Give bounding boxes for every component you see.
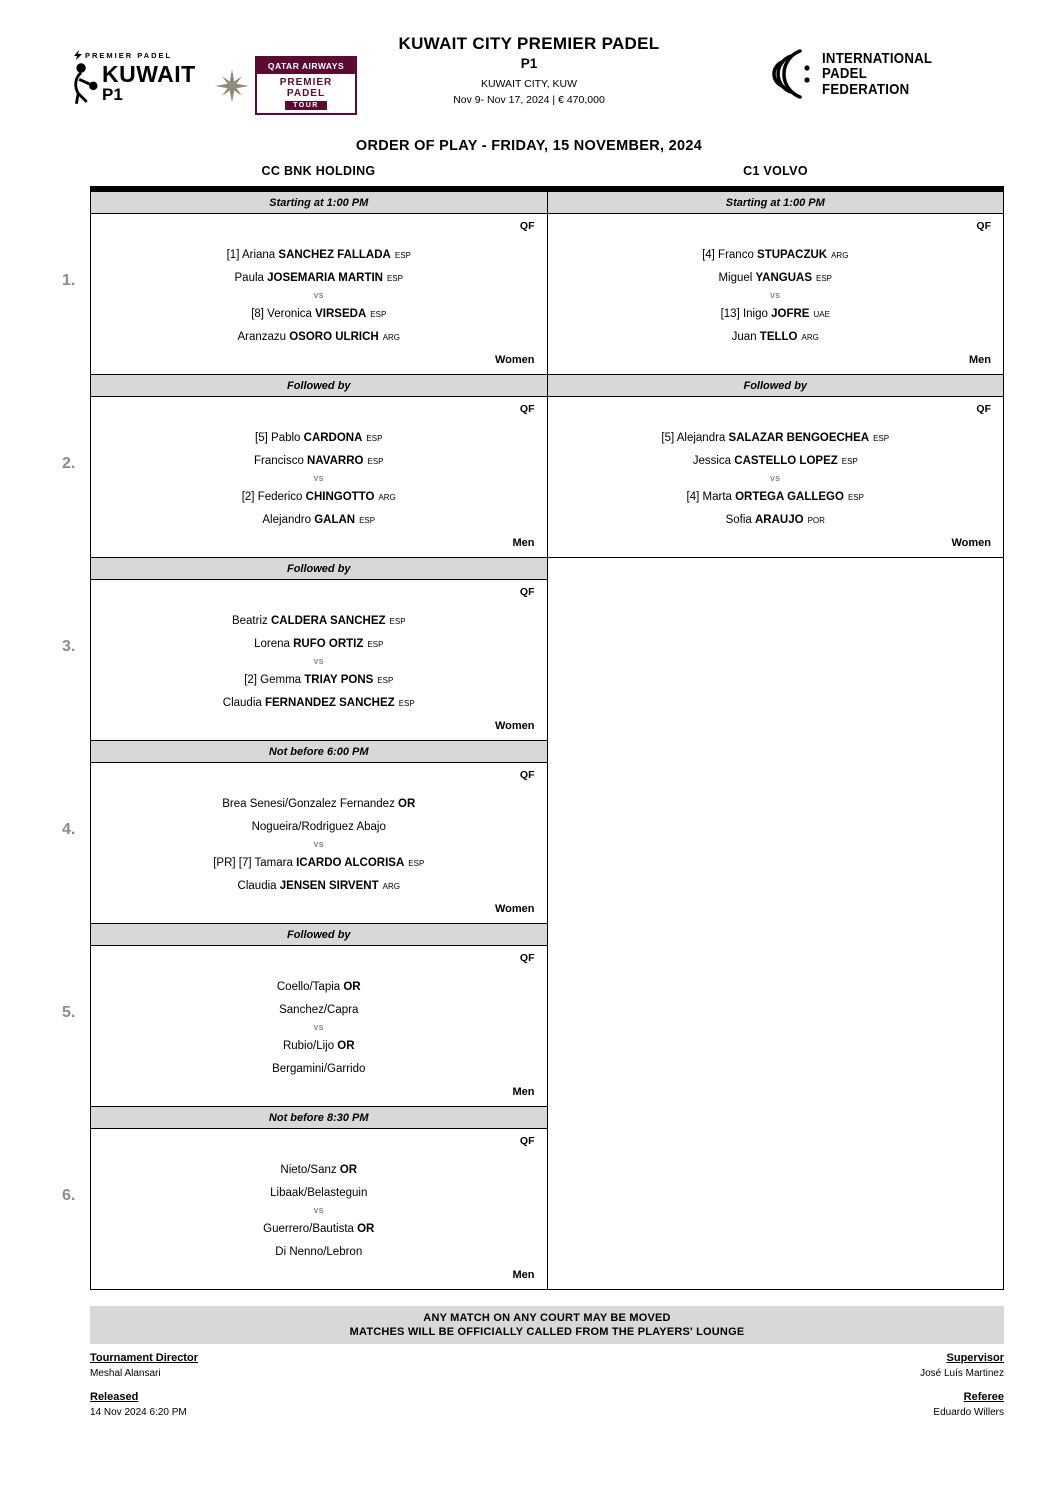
player-country: ARG [382, 333, 401, 342]
player-country: ESP [394, 251, 411, 260]
player-country: ESP [847, 493, 864, 502]
player-seed-first: Jessica [692, 455, 735, 467]
match-lines [91, 244, 547, 349]
match-time-bar [91, 1107, 547, 1128]
match-body [548, 397, 1004, 557]
player-seed-first: Aranzazu [237, 331, 290, 343]
or-label: OR [357, 1223, 375, 1235]
player-country: ESP [370, 310, 387, 319]
match-time-label: Followed by [286, 928, 351, 941]
row-number-1: 1. [62, 272, 76, 289]
team-names: Coello/Tapia [276, 981, 344, 993]
match-body [91, 397, 547, 557]
round-badge: QF [519, 769, 535, 781]
player-seed-first: Francisco [254, 455, 308, 467]
event-location: KUWAIT CITY, KUW [480, 78, 578, 90]
player-country: ESP [366, 434, 383, 443]
player-lastname: RUFO ORTIZ [293, 638, 364, 650]
row-number-5: 5. [62, 1004, 76, 1021]
row-number-2: 2. [62, 455, 76, 472]
officials-footer [90, 1352, 1004, 1418]
match-body [91, 946, 547, 1106]
player-lastname: CASTELLO LOPEZ [734, 455, 838, 467]
player-line [548, 486, 1004, 509]
player-seed-first: [4] Franco [702, 249, 758, 261]
supervisor-name: José Luís Martinez [920, 1368, 1004, 1379]
order-of-play-grid [90, 186, 1004, 1290]
referee-label: Referee [963, 1391, 1004, 1403]
player-seed-first: Claudia [222, 697, 265, 709]
vs-label: VS [770, 293, 781, 300]
vs-label: VS [313, 293, 324, 300]
player-seed-first: Juan [731, 331, 760, 343]
or-label: OR [343, 981, 361, 993]
player-line [91, 669, 547, 692]
player-line [91, 1241, 547, 1264]
player-lastname: JOSEMARIA MARTIN [267, 272, 383, 284]
match-time-label: Followed by [286, 562, 351, 575]
player-country: ESP [367, 457, 384, 466]
match-lines [548, 427, 1004, 532]
vs-label: VS [313, 842, 324, 849]
notice-line-2: MATCHES WILL BE OFFICIALLY CALLED FROM THE PLAYERS' LOUNGE [349, 1326, 745, 1338]
player-line [548, 450, 1004, 473]
player-country: ARG [801, 333, 819, 342]
match-cell-1-left [91, 192, 547, 374]
vs-label: VS [313, 1208, 324, 1215]
match-lines [548, 244, 1004, 349]
category-label: Women [494, 720, 535, 732]
player-country: ARG [378, 493, 396, 502]
player-country: ESP [408, 859, 425, 868]
player-line [548, 509, 1004, 532]
team-names: Nogueira/Rodriguez Abajo [251, 821, 386, 833]
player-line [91, 793, 547, 816]
officials-right [920, 1352, 1004, 1418]
match-time-bar [91, 558, 547, 579]
category-label: Women [494, 903, 535, 915]
match-time-bar [91, 192, 547, 213]
released-label: Released [90, 1391, 139, 1403]
player-line [91, 852, 547, 875]
match-body [91, 580, 547, 740]
officials-left [90, 1352, 198, 1418]
match-lines [91, 793, 547, 898]
match-time-label: Starting at 1:00 PM [725, 196, 825, 209]
match-cell-5-left [91, 924, 547, 1106]
team-names: Sanchez/Capra [279, 1004, 359, 1016]
player-line [548, 326, 1004, 349]
player-seed-first: Miguel [718, 272, 756, 284]
player-line [548, 267, 1004, 290]
ipf-logo [770, 48, 947, 100]
vs-label: VS [313, 659, 324, 666]
category-label: Women [951, 537, 991, 549]
team-names: Nieto/Sanz [280, 1164, 340, 1176]
qatar-airways-label: QATAR AIRWAYS [257, 58, 355, 74]
player-lastname: OSORO ULRICH [289, 331, 379, 343]
player-seed-first: Claudia [237, 880, 280, 892]
tournament-director-name: Meshal Alansari [90, 1368, 161, 1379]
player-country: ESP [389, 617, 406, 626]
match-body [548, 214, 1004, 374]
player-lastname: CHINGOTTO [305, 491, 375, 503]
premier-padel-small-label: PREMIER PADEL [85, 50, 173, 60]
vs-label: VS [313, 476, 324, 483]
match-time-label: Followed by [286, 379, 351, 392]
player-country: POR [807, 516, 825, 525]
player-seed-first: [1] Ariana [226, 249, 279, 261]
court-name-left: CC BNK HOLDING [261, 164, 376, 178]
match-time-bar [91, 375, 547, 396]
match-cell-2-right [548, 375, 1004, 557]
player-lastname: TELLO [759, 331, 798, 343]
player-country: ESP [377, 676, 394, 685]
match-lines [91, 976, 547, 1081]
event-dates-prize: Nov 9- Nov 17, 2024 | € 470,000 [453, 94, 605, 106]
player-seed-first: [8] Veronica [251, 308, 316, 320]
player-line [91, 610, 547, 633]
team-names: Rubio/Lijo [282, 1040, 338, 1052]
ipf-line3: FEDERATION [822, 80, 910, 98]
category-label: Men [512, 1086, 535, 1098]
match-time-bar [548, 375, 1004, 396]
player-country: UAE [813, 310, 830, 319]
player-seed-first: Beatriz [231, 615, 271, 627]
court-names-row [90, 164, 1004, 178]
match-cell-3-left [91, 558, 547, 740]
match-body [91, 214, 547, 374]
player-seed-first: [5] Pablo [255, 432, 304, 444]
player-lastname: VIRSEDA [315, 308, 367, 320]
category-label: Men [512, 1269, 535, 1281]
padel-ball-icon [770, 48, 814, 100]
row-number-4: 4. [62, 821, 76, 838]
player-lastname: STUPACZUK [757, 249, 828, 261]
match-time-bar [548, 192, 1004, 213]
player-line [91, 427, 547, 450]
match-cell-2-left [91, 375, 547, 557]
player-lastname: SANCHEZ FALLADA [278, 249, 391, 261]
player-country: ESP [359, 516, 376, 525]
match-lines [91, 610, 547, 715]
round-badge: QF [976, 220, 991, 232]
vs-label: VS [313, 1025, 324, 1032]
player-lastname: TRIAY PONS [304, 674, 374, 686]
round-badge: QF [519, 403, 535, 415]
ipf-line1: INTERNATIONAL [822, 49, 933, 67]
player-seed-first: [13] Inigo [720, 308, 772, 320]
qa-premier-padel-label: PREMIER PADEL [279, 77, 333, 99]
player-line [91, 486, 547, 509]
player-line [91, 326, 547, 349]
empty-court-area [548, 558, 1004, 1289]
player-lastname: JENSEN SIRVENT [279, 880, 379, 892]
player-line [91, 1035, 547, 1058]
court-column-left [91, 192, 547, 1289]
player-country: ESP [386, 274, 403, 283]
round-badge: QF [519, 586, 535, 598]
player-line [91, 1218, 547, 1241]
released-timestamp: 14 Nov 2024 6:20 PM [90, 1407, 187, 1418]
ipf-wordmark [822, 51, 932, 98]
player-seed-first: [4] Marta [686, 491, 736, 503]
round-badge: QF [519, 952, 535, 964]
supervisor-label: Supervisor [946, 1352, 1004, 1364]
event-title: KUWAIT CITY PREMIER PADEL [398, 34, 660, 53]
team-names: Bergamini/Garrido [272, 1063, 366, 1075]
player-country: ESP [841, 457, 858, 466]
player-line [91, 1159, 547, 1182]
player-lastname: NAVARRO [307, 455, 364, 467]
match-time-label: Not before 8:30 PM [268, 1111, 369, 1124]
player-lastname: SALAZAR BENGOECHEA [728, 432, 870, 444]
player-country: ESP [816, 274, 833, 283]
player-line [91, 999, 547, 1022]
player-line [548, 303, 1004, 326]
match-time-label: Starting at 1:00 PM [269, 196, 369, 209]
round-badge: QF [519, 220, 535, 232]
player-lastname: ICARDO ALCORISA [296, 857, 405, 869]
category-label: Men [969, 354, 991, 366]
match-cell-4-left [91, 741, 547, 923]
order-of-play-title: ORDER OF PLAY - FRIDAY, 15 NOVEMBER, 2024 [355, 138, 703, 154]
player-lastname: FERNANDEZ SANCHEZ [264, 697, 395, 709]
round-badge: QF [519, 1135, 535, 1147]
round-badge: QF [976, 403, 991, 415]
player-line [91, 1182, 547, 1205]
player-line [91, 633, 547, 656]
match-body [91, 1129, 547, 1289]
kuwait-tier-label: P1 [102, 85, 123, 104]
or-label: OR [339, 1164, 358, 1176]
player-line [91, 244, 547, 267]
player-line [91, 976, 547, 999]
player-line [91, 509, 547, 532]
match-time-bar [91, 741, 547, 762]
match-time-label: Not before 6:00 PM [268, 745, 369, 758]
vs-label: VS [770, 476, 781, 483]
player-line [548, 244, 1004, 267]
court-name-right: C1 VOLVO [743, 164, 808, 178]
player-line [91, 875, 547, 898]
event-tier: P1 [520, 56, 538, 71]
match-body [91, 763, 547, 923]
court-column-right [548, 192, 1004, 1289]
player-seed-first: Lorena [254, 638, 294, 650]
notice-line-1: ANY MATCH ON ANY COURT MAY BE MOVED [423, 1312, 671, 1324]
player-lastname: ORTEGA GALLEGO [735, 491, 844, 503]
player-lastname: GALAN [314, 514, 356, 526]
player-line [91, 267, 547, 290]
notice-banner [90, 1306, 1004, 1344]
or-label: OR [337, 1040, 355, 1052]
player-seed-first: [2] Gemma [244, 674, 305, 686]
or-label: OR [398, 798, 416, 810]
player-line [91, 303, 547, 326]
player-lastname: JOFRE [771, 308, 810, 320]
player-line [91, 1058, 547, 1081]
player-country: ARG [382, 882, 400, 891]
team-names: Libaak/Belasteguin [270, 1187, 368, 1199]
team-names: Di Nenno/Lebron [275, 1246, 363, 1258]
qa-tour-label: TOUR [285, 101, 327, 110]
team-names: Brea Senesi/Gonzalez Fernandez [222, 798, 399, 810]
category-label: Women [494, 354, 535, 366]
player-country: ESP [873, 434, 890, 443]
match-lines [91, 427, 547, 532]
player-seed-first: [PR] [7] Tamara [213, 857, 297, 869]
player-lastname: CALDERA SANCHEZ [270, 615, 386, 627]
row-number-3: 3. [62, 638, 76, 655]
player-seed-first: Alejandro [262, 514, 315, 526]
match-cell-6-left [91, 1107, 547, 1289]
player-line [91, 816, 547, 839]
ipf-line2: PADEL [822, 65, 868, 83]
row-number-6: 6. [62, 1187, 76, 1204]
player-seed-first: Paula [234, 272, 268, 284]
referee-name: Eduardo Willers [933, 1407, 1004, 1418]
player-line [91, 692, 547, 715]
player-country: ESP [398, 699, 415, 708]
player-line [548, 427, 1004, 450]
player-lastname: ARAUJO [755, 514, 804, 526]
player-seed-first: Sofia [725, 514, 755, 526]
match-time-bar [91, 924, 547, 945]
tournament-director-label: Tournament Director [90, 1352, 198, 1364]
match-cell-1-right [548, 192, 1004, 374]
player-seed-first: [5] Alejandra [661, 432, 729, 444]
team-names: Guerrero/Bautista [263, 1223, 358, 1235]
kuwait-wordmark: KUWAIT [102, 61, 196, 87]
player-country: ESP [367, 640, 384, 649]
player-line [91, 450, 547, 473]
match-time-label: Followed by [743, 379, 808, 392]
player-lastname: YANGUAS [755, 272, 812, 284]
category-label: Men [512, 537, 535, 549]
match-lines [91, 1159, 547, 1264]
player-seed-first: [2] Federico [241, 491, 306, 503]
player-country: ARG [831, 251, 849, 260]
player-lastname: CARDONA [303, 432, 363, 444]
